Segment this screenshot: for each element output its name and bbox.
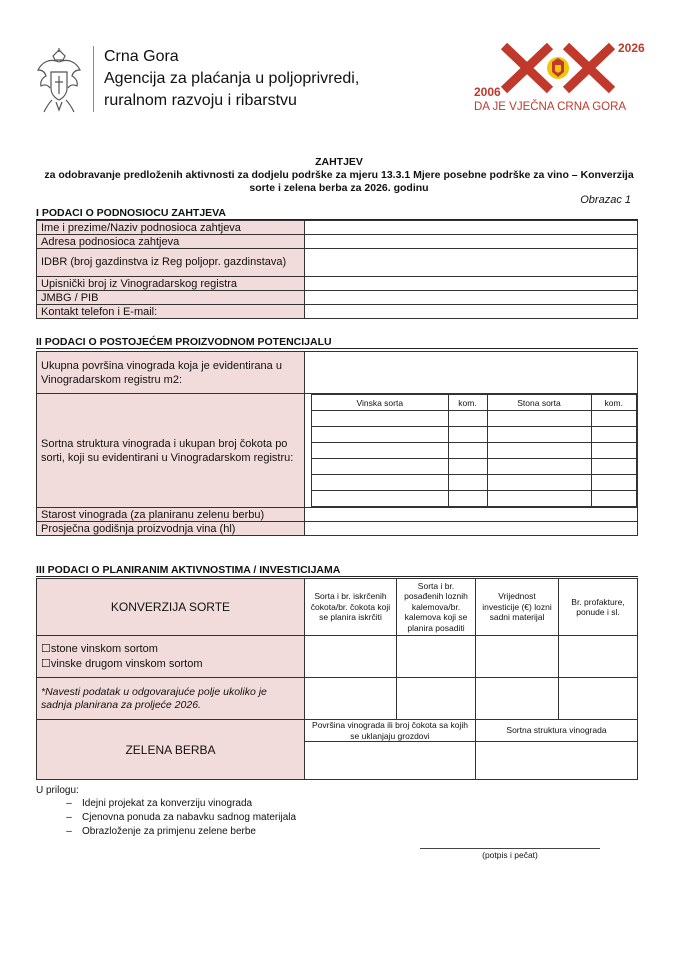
field-address[interactable] [305,235,638,249]
section-2-title: II PODACI O POSTOJEĆEM PROIZVODNOM POTENCIJALU [36,336,332,348]
field-registry-number[interactable] [305,277,638,291]
label-avg-production: Prosječna godišnja proizvodnja vina (hl) [37,522,305,536]
header-green-harvest-area: Površina vinograda ili broj čokota sa kojih se uklanjaju grozdovi [305,720,476,742]
field-green-harvest-area[interactable] [305,742,476,780]
header-table-count: kom. [591,395,637,411]
field-invoice[interactable] [559,636,638,678]
variety-cell[interactable] [448,427,487,443]
label-address: Adresa podnosioca zahtjeva [37,235,305,249]
field-planted-spring[interactable] [397,678,476,720]
variety-cell[interactable] [312,491,449,507]
agency-line-2: Agencija za plaćanja u poljoprivredi, [104,70,360,87]
label-variety-structure: Sortna struktura vinograda i ukupan broj čokota po sorti, koji su evidentirani u Vinogradarskom registru: [37,394,305,508]
variety-cell[interactable] [448,411,487,427]
attachment-item [56,826,256,837]
variety-cell[interactable] [591,411,637,427]
option-table-to-wine[interactable] [41,642,300,657]
label-registry-number: Upisnički broj iz Vinogradarskog registra [37,277,305,291]
variety-cell[interactable] [312,459,449,475]
attachments-label: U prilogu: [36,785,79,796]
bullet-dash: – [66,798,72,809]
variety-cell[interactable] [312,475,449,491]
header-invoice: Br. profakture, ponude i sl. [559,579,638,636]
variety-cell[interactable] [591,427,637,443]
variety-structure-cell [305,394,638,508]
attachment-item [56,812,296,823]
variety-subtable [311,394,637,507]
header-planted: Sorta i br. posađenih loznih kalemova/br. kalemova koji se planira posaditi [397,579,476,636]
agency-line-3: ruralnom razvoju i ribarstvu [104,92,297,109]
field-contact[interactable] [305,305,638,319]
bullet-dash: – [66,826,72,837]
field-invoice-spring[interactable] [559,678,638,720]
spring-planting-note: *Navesti podatak u odgovarajuće polje ukoliko je sadnja planirana za proljeće 2026. [37,678,305,720]
field-name[interactable] [305,221,638,235]
variety-cell[interactable] [487,475,591,491]
anniversary-logo [470,40,650,114]
header-investment: Vrijednost investicije (€) lozni sadni materijal [476,579,559,636]
zelena-berba-label: ZELENA BERBA [37,720,305,780]
header-divider [93,46,94,112]
option-table-to-wine-label: stone vinskom sortom [50,642,158,655]
field-idbr[interactable] [305,249,638,277]
agency-line-1: Crna Gora [104,48,179,65]
variety-cell[interactable] [487,411,591,427]
label-vineyard-age: Starost vinograda (za planiranu zelenu berbu) [37,508,305,522]
header-wine-count: kom. [448,395,487,411]
variety-cell[interactable] [591,459,637,475]
applicant-table [36,220,638,319]
field-green-harvest-structure[interactable] [476,742,638,780]
label-contact: Kontakt telefon i E-mail: [37,305,305,319]
section-3-rule [36,576,638,577]
variety-cell[interactable] [487,459,591,475]
field-vineyard-age[interactable] [305,508,638,522]
field-investment-spring[interactable] [476,678,559,720]
section-3-title: III PODACI O PLANIRANIM AKTIVNOSTIMA / INVESTICIJAMA [36,564,341,576]
variety-cell[interactable] [487,427,591,443]
variety-cell[interactable] [312,427,449,443]
field-uprooted-spring[interactable] [305,678,397,720]
attachment-item [56,798,252,809]
signature-label: (potpis i pečat) [482,850,538,860]
header-green-harvest-structure: Sortna struktura vinograda [476,720,638,742]
option-wine-to-wine-label: vinske drugom vinskom sortom [50,657,203,670]
title-line-1: ZAHTJEV [315,156,363,168]
conversion-options [37,636,305,678]
label-name: Ime i prezime/Naziv podnosioca zahtjeva [37,221,305,235]
activities-table [36,578,638,780]
production-table [36,351,638,536]
variety-cell[interactable] [487,491,591,507]
variety-cell[interactable] [487,443,591,459]
header-wine-variety: Vinska sorta [312,395,449,411]
variety-cell[interactable] [591,475,637,491]
checkbox-icon[interactable]: ☐ [41,642,51,655]
signature-line[interactable] [420,848,600,849]
field-investment[interactable] [476,636,559,678]
attachment-text: Cjenovna ponuda za nabavku sadnog materijala [82,812,297,823]
coat-of-arms-icon [36,48,82,114]
logo-slogan: DA JE VJEČNA CRNA GORA [474,101,627,113]
variety-cell[interactable] [312,411,449,427]
konverzija-label: KONVERZIJA SORTE [37,579,305,636]
field-jmbg-pib[interactable] [305,291,638,305]
form-number: Obrazac 1 [580,194,631,206]
section-1-title: I PODACI O PODNOSIOCU ZAHTJEVA [36,207,226,219]
variety-cell[interactable] [448,443,487,459]
label-jmbg-pib: JMBG / PIB [37,291,305,305]
field-planted[interactable] [397,636,476,678]
field-total-area[interactable] [305,352,638,394]
logo-year-right: 2026 [618,41,645,55]
attachment-text: Obrazloženje za primjenu zelene berbe [82,826,256,837]
logo-year-left: 2006 [474,85,501,99]
variety-cell[interactable] [448,475,487,491]
field-uprooted[interactable] [305,636,397,678]
header-uprooted: Sorta i br. iskrčenih čokota/br. čokota koji se planira iskrčiti [305,579,397,636]
title-line-2: za odobravanje predloženih aktivnosti za dodjelu podrške za mjeru 13.3.1 Mjere posebne podrške za vino – Konverzija [44,169,634,181]
checkbox-icon[interactable]: ☐ [41,657,51,670]
variety-cell[interactable] [591,491,637,507]
title-line-3: sorte i zelena berba za 2026. godinu [249,182,429,194]
attachment-text: Idejni projekat za konverziju vinograda [82,798,253,809]
variety-cell[interactable] [448,491,487,507]
label-total-area: Ukupna površina vinograda koja je evidentirana u Vinogradarskom registru m2: [37,352,305,394]
header-table-variety: Stona sorta [487,395,591,411]
variety-cell[interactable] [312,443,449,459]
variety-cell[interactable] [448,459,487,475]
variety-cell[interactable] [591,443,637,459]
label-idbr: IDBR (broj gazdinstva iz Reg poljopr. gazdinstava) [37,249,305,277]
agency-name [104,46,359,112]
form-title [30,156,648,195]
field-avg-production[interactable] [305,522,638,536]
bullet-dash: – [66,812,72,823]
section-2-rule [36,348,638,349]
option-wine-to-wine[interactable] [41,657,300,672]
eagle-icon [547,57,569,79]
